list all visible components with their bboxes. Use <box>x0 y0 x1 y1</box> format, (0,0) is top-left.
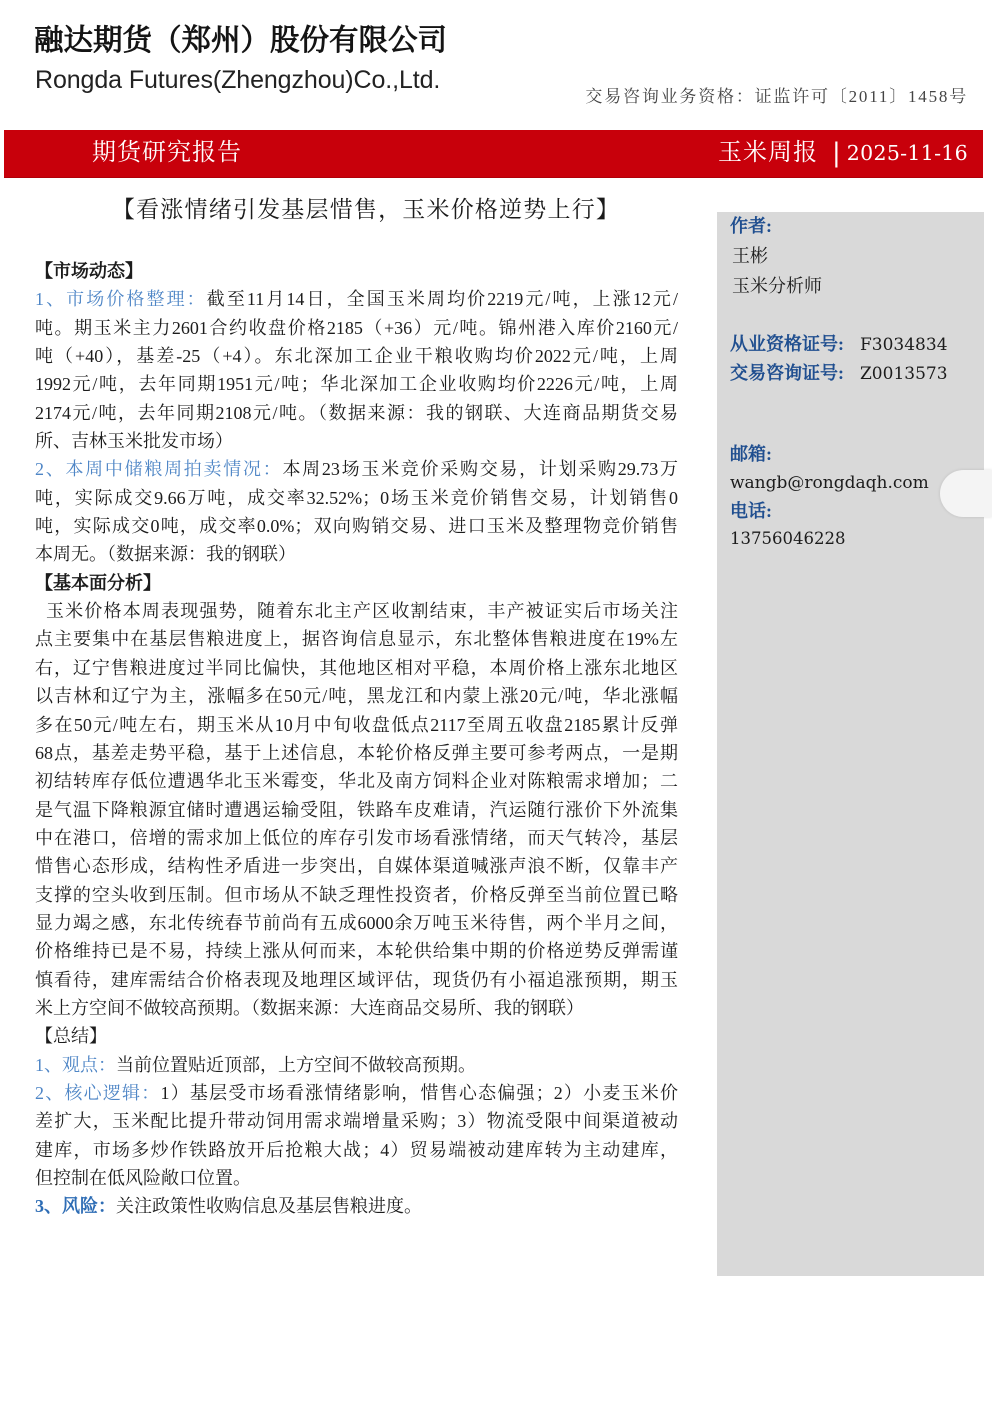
line-text: 是气温下降粮源宜储时遭遇运输受阻，铁路车皮难请，汽运随行涨价下外流集 <box>35 799 678 820</box>
text-line <box>35 370 678 398</box>
license-info: 交易咨询业务资格：证监许可〔2011〕1458号 <box>585 87 968 106</box>
paragraph-fundamentals <box>35 597 678 1022</box>
text-line <box>35 1136 678 1164</box>
line-text: 慎看待，建库需结合价格表现及地理区域评估，现货仍有小福追涨预期，期玉 <box>35 969 678 990</box>
line-text: 右，辽宁售粮进度过半同比偏快，其他地区相对平稳，本周价格上涨东北地区 <box>35 657 678 678</box>
text-line <box>35 1079 678 1107</box>
text-line <box>35 796 678 824</box>
text-line <box>35 909 678 937</box>
line-text: 惜售心态形成，结构性矛盾进一步突出，自媒体渠道喊涨声浪不断，仅靠丰产 <box>35 856 678 877</box>
report-title: 【看涨情绪引发基层惜售，玉米价格逆势上行】 <box>111 197 621 222</box>
paragraph-market-price <box>35 285 678 455</box>
line-text: 初结转库存低位遭遇华北玉米霉变，华北及南方饲料企业对陈粮需求增加；二 <box>35 771 678 792</box>
line-text: 显力竭之感，东北传统春节前尚有五成6000余万吨玉米待售，两个半月之间， <box>35 912 678 933</box>
author-name: 王彬 <box>732 246 768 266</box>
text-line <box>35 881 678 909</box>
line-text: 本周23场玉米竞价采购交易，计划采购29.73万 <box>282 459 679 480</box>
section-heading-fundamentals: 【基本面分析】 <box>35 572 161 593</box>
item-label: 3、风险： <box>35 1196 116 1217</box>
section-heading-market: 【市场动态】 <box>35 261 143 281</box>
text-line <box>35 711 678 739</box>
line-text: 2174元/吨，去年同期2108元/吨。（数据来源：我的钢联、大连商品期货交易 <box>35 402 678 423</box>
qualification-row <box>730 331 948 358</box>
consult-row <box>730 360 948 387</box>
text-line <box>35 314 678 342</box>
text-line <box>35 285 678 313</box>
paragraph-risk <box>35 1192 678 1220</box>
text-line <box>35 824 678 852</box>
report-meta <box>718 130 968 177</box>
paragraph-core-logic <box>35 1079 678 1192</box>
text-line <box>35 994 678 1022</box>
item-label: 2、核心逻辑： <box>35 1082 161 1103</box>
line-text: 价格维持已是不易，持续上涨从何而来，本轮供给集中期的价格逆势反弹需谨 <box>35 941 678 962</box>
item-label: 1、市场价格整理： <box>35 289 207 310</box>
text-line <box>35 682 678 710</box>
report-body <box>35 257 678 1221</box>
consult-label: 交易咨询证号: <box>730 363 844 383</box>
line-text: 关注政策性收购信息及基层售粮进度。 <box>116 1196 422 1217</box>
line-text: 建库，市场多炒作铁路放开后抢粮大战；4）贸易端被动建库转为主动建库， <box>35 1139 678 1160</box>
line-text: 当前位置贴近顶部，上方空间不做较高预期。 <box>116 1054 476 1075</box>
text-line <box>35 399 678 427</box>
text-line <box>35 512 678 540</box>
phone-label: 电话: <box>730 501 772 521</box>
line-text: 吨，实际成交0吨，成交率0.0%；双向购销交易、进口玉米及整理物竞价销售 <box>35 516 678 537</box>
text-line <box>35 1051 678 1079</box>
text-line <box>35 739 678 767</box>
floating-side-tab[interactable] <box>940 470 992 517</box>
text-line <box>35 1164 678 1192</box>
report-banner <box>4 130 983 178</box>
author-role: 玉米分析师 <box>732 276 822 296</box>
text-line <box>35 1107 678 1135</box>
email-address: wangb@rongdaqh.com <box>730 473 929 493</box>
line-text: 截至11月14日，全国玉米周均价2219元/吨，上涨12元/ <box>206 289 678 310</box>
line-text: 玉米价格本周表现强势，随着东北主产区收割结束，丰产被证实后市场关注 <box>46 601 678 622</box>
text-line <box>35 540 678 568</box>
text-line <box>35 625 678 653</box>
line-text: 1992元/吨，去年同期1951元/吨；华北深加工企业收购均价2226元/吨，上周 <box>35 374 678 395</box>
line-text: 差扩大，玉米配比提升带动饲用需求端增量采购；3）物流受限中间渠道被动 <box>35 1111 678 1132</box>
phone-number: 13756046228 <box>730 529 846 548</box>
section-heading-summary: 【总结】 <box>35 1026 107 1047</box>
line-text: 多在50元/吨左右，期玉米从10月中旬收盘低点2117至周五收盘2185累计反弹 <box>35 714 678 735</box>
line-text: 所、吉林玉米批发市场） <box>35 431 233 452</box>
report-category: 期货研究报告 <box>92 140 242 166</box>
author-sidebar <box>717 212 984 1276</box>
text-line <box>35 1192 678 1220</box>
line-text: 吨。期玉米主力2601合约收盘价格2185（+36）元/吨。锦州港入库价2160元/ <box>35 317 678 338</box>
banner-separator: | <box>832 138 841 168</box>
paragraph-reserve-auction <box>35 455 678 568</box>
paragraph-viewpoint <box>35 1051 678 1079</box>
line-text: 米上方空间不做较高预期。（数据来源：大连商品交易所、我的钢联） <box>35 997 584 1018</box>
consult-number: Z0013573 <box>860 364 948 384</box>
author-label: 作者: <box>730 216 772 236</box>
line-text: 但控制在低风险敞口位置。 <box>35 1168 251 1188</box>
report-type: 玉米周报 <box>718 140 819 166</box>
line-text: 吨（+40），基差-25（+4）。东北深加工企业干粮收购均价2022元/吨，上周 <box>35 346 678 367</box>
company-name-en: Rongda Futures(Zhengzhou)Co.,Ltd. <box>35 66 441 94</box>
qualification-label: 从业资格证号: <box>730 334 844 354</box>
line-text: 点主要集中在基层售粮进度上，据咨询信息显示，东北整体售粮进度在19%左 <box>35 629 678 650</box>
text-line <box>35 966 678 994</box>
line-text: 吨，实际成交9.66万吨，成交率32.52%；0场玉米竞价销售交易，计划销售0 <box>35 487 678 508</box>
text-line <box>35 654 678 682</box>
line-text: 支撑的空头收到压制。但市场从不缺乏理性投资者，价格反弹至当前位置已略 <box>35 884 678 905</box>
item-label: 2、本周中储粮周拍卖情况： <box>35 459 283 480</box>
company-name-cn: 融达期货（郑州）股份有限公司 <box>34 22 448 57</box>
report-date: 2025-11-16 <box>846 141 968 165</box>
line-text: 以吉林和辽宁为主，涨幅多在50元/吨，黑龙江和内蒙上涨20元/吨，华北涨幅 <box>35 686 678 707</box>
line-text: 1）基层受市场看涨情绪影响，惜售心态偏强；2）小麦玉米价 <box>160 1082 678 1103</box>
item-label: 1、观点： <box>35 1054 116 1075</box>
line-text: 中在港口，倍增的需求加上低位的库存引发市场看涨情绪，而天气转冷，基层 <box>35 827 678 848</box>
text-line <box>35 455 678 483</box>
text-line <box>35 484 678 512</box>
text-line <box>35 427 678 455</box>
text-line <box>35 937 678 965</box>
line-text: 68点，基差走势平稳，基于上述信息，本轮价格反弹主要可参考两点，一是期 <box>35 742 678 763</box>
line-text: 本周无。（数据来源：我的钢联） <box>35 544 296 565</box>
text-line <box>35 852 678 880</box>
text-line <box>35 597 678 625</box>
email-label: 邮箱: <box>730 444 772 464</box>
text-line <box>35 342 678 370</box>
qualification-number: F3034834 <box>860 335 948 355</box>
text-line <box>35 767 678 795</box>
